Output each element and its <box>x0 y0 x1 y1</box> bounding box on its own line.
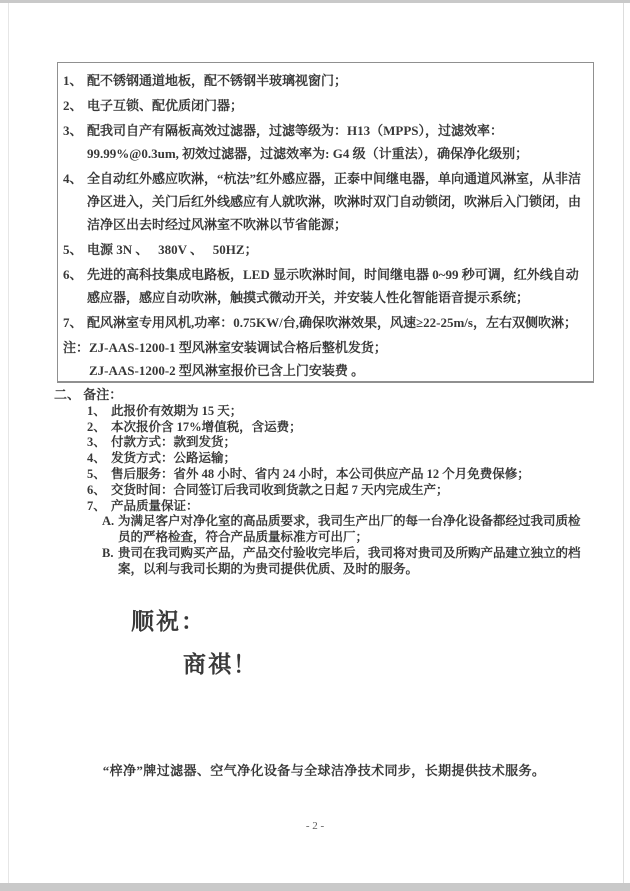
spec-item-5-marker: 5、 <box>63 242 83 257</box>
spec-item-2 <box>63 94 585 117</box>
spec-item-7-text: 配风淋室专用风机,功率：0.75KW/台,确保吹淋效果，风速≥22-25m/s，左右双侧吹淋； <box>87 315 577 330</box>
remark-item-4-text: 发货方式：公路运输； <box>111 451 237 466</box>
spec-item-7-marker: 7、 <box>63 315 83 330</box>
sub-item-b <box>102 546 586 578</box>
remark-item-6-marker: 6、 <box>87 482 106 497</box>
spec-item-4-text: 全自动红外感应吹淋，“杭法”红外感应器，正泰中间继电器，单向通道风淋室，从非洁净区进入，关门后红外线感应有人就吹淋，吹淋时双门自动锁闭，吹淋后入门锁闭，由洁净区出去时经过风淋室不吹淋以节省能源； <box>87 171 582 232</box>
remark-item-5 <box>87 467 586 483</box>
remarks-items <box>54 404 586 578</box>
remark-item-5-marker: 5、 <box>87 466 106 481</box>
scan-edge-right <box>623 3 624 883</box>
footer-slogan: “梓净”牌过滤器、空气净化设备与全球洁净技术同步，长期提供技术服务。 <box>102 763 546 778</box>
spec-item-6-marker: 6、 <box>63 267 83 282</box>
sub-item-a <box>102 514 586 546</box>
spec-item-3-text: 配我司自产有隔板高效过滤器，过滤等级为：H13（MPPS），过滤效率：99.99%@0.3um, 初效过滤器，过滤效率为: G4 级（计重法），确保净化级别； <box>87 123 529 161</box>
remark-item-4 <box>87 451 586 467</box>
closing-salutation <box>131 603 258 679</box>
remark-item-1-text: 此报价有效期为 15 天； <box>111 403 243 418</box>
spec-note-line-1: ZJ-AAS-1200-1 型风淋室安装调试合格后整机发货； <box>89 340 387 355</box>
spec-item-1-marker: 1、 <box>63 73 83 88</box>
remark-item-6 <box>87 483 586 499</box>
spec-item-1 <box>63 69 585 92</box>
remark-item-4-marker: 4、 <box>87 451 106 466</box>
scan-edge-top <box>0 0 630 3</box>
spec-item-3 <box>63 119 585 165</box>
remark-item-2-marker: 2、 <box>87 419 106 434</box>
spec-item-2-marker: 2、 <box>63 98 83 113</box>
spec-item-4-marker: 4、 <box>63 171 83 186</box>
spec-item-3-marker: 3、 <box>63 123 83 138</box>
spec-item-5-text: 电源 3N 、 380V 、 50HZ； <box>87 242 258 257</box>
scan-edge-left <box>8 3 9 883</box>
sub-item-b-text: 贵司在我司购买产品，产品交付验收完毕后，我司将对贵司及所购产品建立独立的档案，以利与我司长期的为贵司提供优质、及时的服务。 <box>118 545 581 576</box>
remark-item-1-marker: 1、 <box>87 403 106 418</box>
remark-item-7-marker: 7、 <box>87 498 106 513</box>
spec-note-line-2: ZJ-AAS-1200-2 型风淋室报价已含上门安装费 。 <box>89 363 365 378</box>
page-number: - 2 - <box>305 820 325 832</box>
closing-wish-line: 商祺！ <box>183 652 258 677</box>
remark-item-7 <box>87 499 586 515</box>
spec-item-4 <box>63 167 585 236</box>
remark-item-6-text: 交货时间：合同签订后我司收到货款之日起 7 天内完成生产； <box>111 482 449 497</box>
remark-item-3 <box>87 435 586 451</box>
spec-item-6 <box>63 263 585 309</box>
sub-item-b-marker: B. <box>102 545 114 560</box>
spec-note-marker: 注： <box>63 340 90 355</box>
scan-edge-bottom <box>0 883 630 891</box>
remark-item-5-text: 售后服务：省外 48 小时、省内 24 小时，本公司供应产品 12 个月免费保修； <box>111 466 530 481</box>
spec-note-lines <box>89 336 585 382</box>
remark-item-7-text: 产品质量保证： <box>111 498 199 513</box>
quality-guarantee-subitems <box>87 514 586 577</box>
spec-item-2-text: 电子互锁、配优质闭门器； <box>87 98 244 113</box>
remark-item-3-marker: 3、 <box>87 435 106 450</box>
sub-item-a-text: 为满足客户对净化室的高品质要求，我司生产出厂的每一台净化设备都经过我司质检员的严格检查，符合产品质量标准方可出厂； <box>118 514 581 545</box>
spec-item-5 <box>63 238 585 261</box>
spec-note <box>63 336 585 382</box>
remark-item-2 <box>87 420 586 436</box>
closing-salutation-line: 顺祝： <box>131 609 206 634</box>
spec-item-6-text: 先进的高科技集成电路板，LED 显示吹淋时间，时间继电器 0~99 秒可调，红外线自动感应器，感应自动吹淋，触摸式微动开关，并安装人性化智能语音提示系统； <box>87 267 579 305</box>
sub-item-a-marker: A. <box>102 514 115 529</box>
remarks-section <box>54 387 586 578</box>
remark-item-3-text: 付款方式：款到发货； <box>111 435 237 450</box>
remark-item-1 <box>87 404 586 420</box>
remark-item-2-text: 本次报价含 17%增值税，含运费； <box>111 419 302 434</box>
remarks-heading: 二、 备注： <box>54 387 123 402</box>
spec-item-7 <box>63 311 585 334</box>
spec-item-1-text: 配不锈钢通道地板，配不锈钢半玻璃视窗门； <box>87 73 348 88</box>
spec-box <box>57 62 594 383</box>
